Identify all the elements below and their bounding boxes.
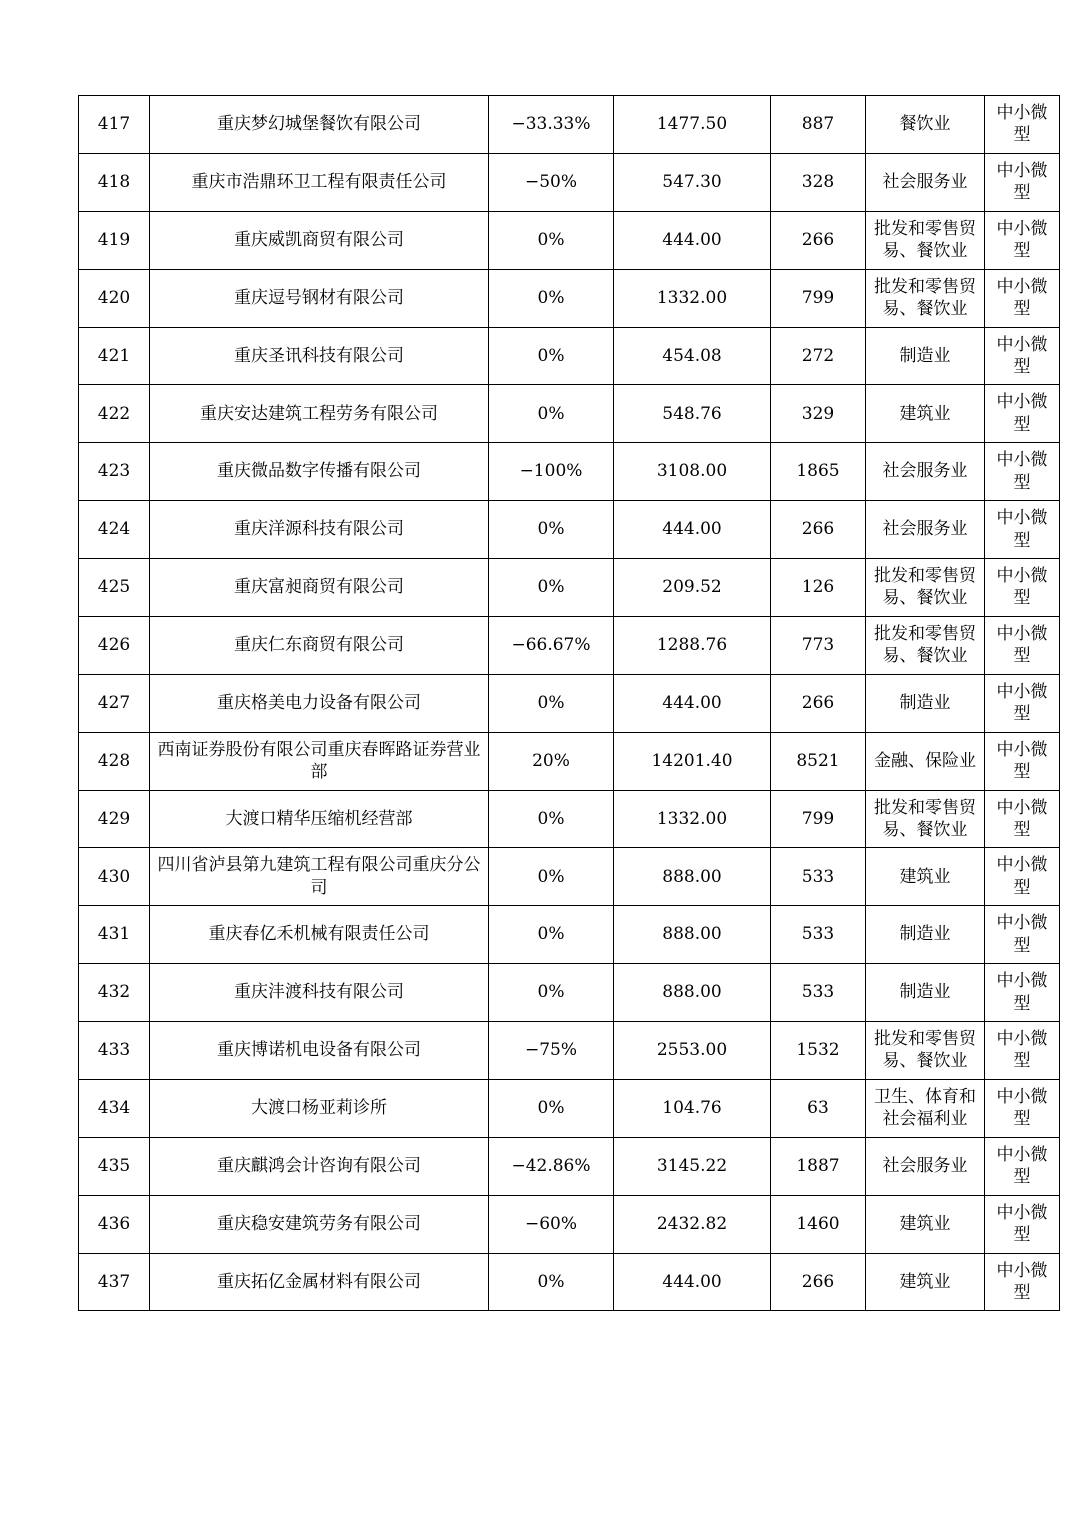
industry-type: 批发和零售贸易、餐饮业 xyxy=(866,616,985,674)
company-scale: 中小微型 xyxy=(985,674,1060,732)
company-scale: 中小微型 xyxy=(985,96,1060,154)
company-scale: 中小微型 xyxy=(985,1079,1060,1137)
reduction-amount: 209.52 xyxy=(614,559,771,617)
reduction-amount: 548.76 xyxy=(614,385,771,443)
industry-type: 制造业 xyxy=(866,906,985,964)
reduction-rate: −75% xyxy=(489,1022,614,1080)
company-scale: 中小微型 xyxy=(985,1195,1060,1253)
reduction-rate: −33.33% xyxy=(489,96,614,154)
industry-type: 批发和零售贸易、餐饮业 xyxy=(866,269,985,327)
row-index: 418 xyxy=(79,153,150,211)
table-row xyxy=(79,153,1060,211)
reduction-rate: 0% xyxy=(489,559,614,617)
reduction-rate: 0% xyxy=(489,501,614,559)
reduction-amount: 454.08 xyxy=(614,327,771,385)
company-name: 重庆梦幻城堡餐饮有限公司 xyxy=(150,96,489,154)
company-name: 重庆稳安建筑劳务有限公司 xyxy=(150,1195,489,1253)
reduction-amount: 14201.40 xyxy=(614,732,771,790)
table-row xyxy=(79,790,1060,848)
reduction-amount: 444.00 xyxy=(614,211,771,269)
company-scale: 中小微型 xyxy=(985,153,1060,211)
company-name: 重庆博诺机电设备有限公司 xyxy=(150,1022,489,1080)
people-count: 63 xyxy=(771,1079,866,1137)
row-index: 434 xyxy=(79,1079,150,1137)
industry-type: 金融、保险业 xyxy=(866,732,985,790)
company-name: 大渡口杨亚莉诊所 xyxy=(150,1079,489,1137)
table-row xyxy=(79,501,1060,559)
industry-type: 建筑业 xyxy=(866,385,985,443)
company-name: 西南证券股份有限公司重庆春晖路证券营业部 xyxy=(150,732,489,790)
reduction-amount: 104.76 xyxy=(614,1079,771,1137)
company-scale: 中小微型 xyxy=(985,501,1060,559)
people-count: 887 xyxy=(771,96,866,154)
company-scale: 中小微型 xyxy=(985,848,1060,906)
row-index: 420 xyxy=(79,269,150,327)
company-name: 重庆安达建筑工程劳务有限公司 xyxy=(150,385,489,443)
reduction-amount: 1332.00 xyxy=(614,790,771,848)
table-row xyxy=(79,559,1060,617)
industry-type: 批发和零售贸易、餐饮业 xyxy=(866,790,985,848)
row-index: 430 xyxy=(79,848,150,906)
reduction-amount: 3108.00 xyxy=(614,443,771,501)
people-count: 266 xyxy=(771,1253,866,1311)
company-name: 重庆春亿禾机械有限责任公司 xyxy=(150,906,489,964)
reduction-rate: 0% xyxy=(489,964,614,1022)
industry-type: 建筑业 xyxy=(866,1195,985,1253)
row-index: 427 xyxy=(79,674,150,732)
reduction-rate: 0% xyxy=(489,327,614,385)
people-count: 533 xyxy=(771,964,866,1022)
industry-type: 卫生、体育和社会福利业 xyxy=(866,1079,985,1137)
row-index: 437 xyxy=(79,1253,150,1311)
people-count: 266 xyxy=(771,501,866,559)
table-row xyxy=(79,616,1060,674)
company-name: 四川省泸县第九建筑工程有限公司重庆分公司 xyxy=(150,848,489,906)
table-row xyxy=(79,732,1060,790)
reduction-rate: 0% xyxy=(489,790,614,848)
reduction-amount: 444.00 xyxy=(614,674,771,732)
people-count: 1887 xyxy=(771,1137,866,1195)
company-name: 重庆富昶商贸有限公司 xyxy=(150,559,489,617)
company-name: 重庆微品数字传播有限公司 xyxy=(150,443,489,501)
people-count: 799 xyxy=(771,269,866,327)
table-row xyxy=(79,674,1060,732)
company-scale: 中小微型 xyxy=(985,1137,1060,1195)
people-count: 1460 xyxy=(771,1195,866,1253)
people-count: 272 xyxy=(771,327,866,385)
reduction-rate: −60% xyxy=(489,1195,614,1253)
people-count: 328 xyxy=(771,153,866,211)
row-index: 431 xyxy=(79,906,150,964)
industry-type: 社会服务业 xyxy=(866,501,985,559)
reduction-amount: 888.00 xyxy=(614,906,771,964)
table-row xyxy=(79,1195,1060,1253)
company-name: 重庆麒鸿会计咨询有限公司 xyxy=(150,1137,489,1195)
reduction-amount: 1332.00 xyxy=(614,269,771,327)
row-index: 436 xyxy=(79,1195,150,1253)
reduction-amount: 444.00 xyxy=(614,501,771,559)
reduction-amount: 1288.76 xyxy=(614,616,771,674)
industry-type: 制造业 xyxy=(866,964,985,1022)
people-count: 8521 xyxy=(771,732,866,790)
table-row xyxy=(79,269,1060,327)
industry-type: 社会服务业 xyxy=(866,443,985,501)
table-row xyxy=(79,211,1060,269)
row-index: 424 xyxy=(79,501,150,559)
industry-type: 建筑业 xyxy=(866,848,985,906)
reduction-rate: −100% xyxy=(489,443,614,501)
industry-type: 社会服务业 xyxy=(866,153,985,211)
company-scale: 中小微型 xyxy=(985,559,1060,617)
table-body xyxy=(79,96,1060,1311)
reduction-rate: 20% xyxy=(489,732,614,790)
company-scale: 中小微型 xyxy=(985,211,1060,269)
company-scale: 中小微型 xyxy=(985,443,1060,501)
company-scale: 中小微型 xyxy=(985,1253,1060,1311)
company-scale: 中小微型 xyxy=(985,1022,1060,1080)
row-index: 425 xyxy=(79,559,150,617)
industry-type: 批发和零售贸易、餐饮业 xyxy=(866,559,985,617)
row-index: 419 xyxy=(79,211,150,269)
row-index: 417 xyxy=(79,96,150,154)
table-row xyxy=(79,96,1060,154)
row-index: 422 xyxy=(79,385,150,443)
company-name: 重庆圣讯科技有限公司 xyxy=(150,327,489,385)
industry-type: 建筑业 xyxy=(866,1253,985,1311)
industry-type: 社会服务业 xyxy=(866,1137,985,1195)
reduction-amount: 547.30 xyxy=(614,153,771,211)
company-name: 重庆格美电力设备有限公司 xyxy=(150,674,489,732)
reduction-amount: 2432.82 xyxy=(614,1195,771,1253)
company-name: 重庆仁东商贸有限公司 xyxy=(150,616,489,674)
table-row xyxy=(79,848,1060,906)
table-row xyxy=(79,1253,1060,1311)
table-row xyxy=(79,327,1060,385)
reduction-amount: 444.00 xyxy=(614,1253,771,1311)
reduction-rate: 0% xyxy=(489,385,614,443)
reduction-rate: 0% xyxy=(489,1079,614,1137)
people-count: 1532 xyxy=(771,1022,866,1080)
reduction-rate: −50% xyxy=(489,153,614,211)
reduction-rate: 0% xyxy=(489,269,614,327)
industry-type: 制造业 xyxy=(866,327,985,385)
reduction-rate: 0% xyxy=(489,1253,614,1311)
reduction-rate: −66.67% xyxy=(489,616,614,674)
row-index: 433 xyxy=(79,1022,150,1080)
reduction-amount: 3145.22 xyxy=(614,1137,771,1195)
company-scale: 中小微型 xyxy=(985,327,1060,385)
company-name: 重庆市浩鼎环卫工程有限责任公司 xyxy=(150,153,489,211)
company-name: 重庆拓亿金属材料有限公司 xyxy=(150,1253,489,1311)
enterprise-reduction-table xyxy=(78,95,1060,1311)
industry-type: 制造业 xyxy=(866,674,985,732)
table-row xyxy=(79,1079,1060,1137)
company-scale: 中小微型 xyxy=(985,906,1060,964)
row-index: 421 xyxy=(79,327,150,385)
reduction-rate: 0% xyxy=(489,211,614,269)
people-count: 773 xyxy=(771,616,866,674)
row-index: 432 xyxy=(79,964,150,1022)
row-index: 435 xyxy=(79,1137,150,1195)
reduction-amount: 888.00 xyxy=(614,964,771,1022)
company-scale: 中小微型 xyxy=(985,732,1060,790)
industry-type: 批发和零售贸易、餐饮业 xyxy=(866,211,985,269)
row-index: 426 xyxy=(79,616,150,674)
table-row xyxy=(79,964,1060,1022)
people-count: 266 xyxy=(771,674,866,732)
row-index: 429 xyxy=(79,790,150,848)
row-index: 423 xyxy=(79,443,150,501)
reduction-amount: 1477.50 xyxy=(614,96,771,154)
reduction-rate: 0% xyxy=(489,906,614,964)
people-count: 126 xyxy=(771,559,866,617)
table-row xyxy=(79,385,1060,443)
people-count: 266 xyxy=(771,211,866,269)
people-count: 329 xyxy=(771,385,866,443)
company-name: 重庆逗号钢材有限公司 xyxy=(150,269,489,327)
table-row xyxy=(79,443,1060,501)
reduction-rate: −42.86% xyxy=(489,1137,614,1195)
people-count: 533 xyxy=(771,906,866,964)
industry-type: 批发和零售贸易、餐饮业 xyxy=(866,1022,985,1080)
reduction-amount: 888.00 xyxy=(614,848,771,906)
table-row xyxy=(79,906,1060,964)
reduction-rate: 0% xyxy=(489,674,614,732)
people-count: 1865 xyxy=(771,443,866,501)
row-index: 428 xyxy=(79,732,150,790)
people-count: 799 xyxy=(771,790,866,848)
reduction-amount: 2553.00 xyxy=(614,1022,771,1080)
people-count: 533 xyxy=(771,848,866,906)
company-scale: 中小微型 xyxy=(985,385,1060,443)
industry-type: 餐饮业 xyxy=(866,96,985,154)
company-scale: 中小微型 xyxy=(985,964,1060,1022)
company-scale: 中小微型 xyxy=(985,269,1060,327)
company-name: 重庆威凯商贸有限公司 xyxy=(150,211,489,269)
table-row xyxy=(79,1022,1060,1080)
reduction-rate: 0% xyxy=(489,848,614,906)
company-scale: 中小微型 xyxy=(985,790,1060,848)
table-row xyxy=(79,1137,1060,1195)
company-name: 大渡口精华压缩机经营部 xyxy=(150,790,489,848)
company-name: 重庆沣渡科技有限公司 xyxy=(150,964,489,1022)
company-scale: 中小微型 xyxy=(985,616,1060,674)
company-name: 重庆洋源科技有限公司 xyxy=(150,501,489,559)
